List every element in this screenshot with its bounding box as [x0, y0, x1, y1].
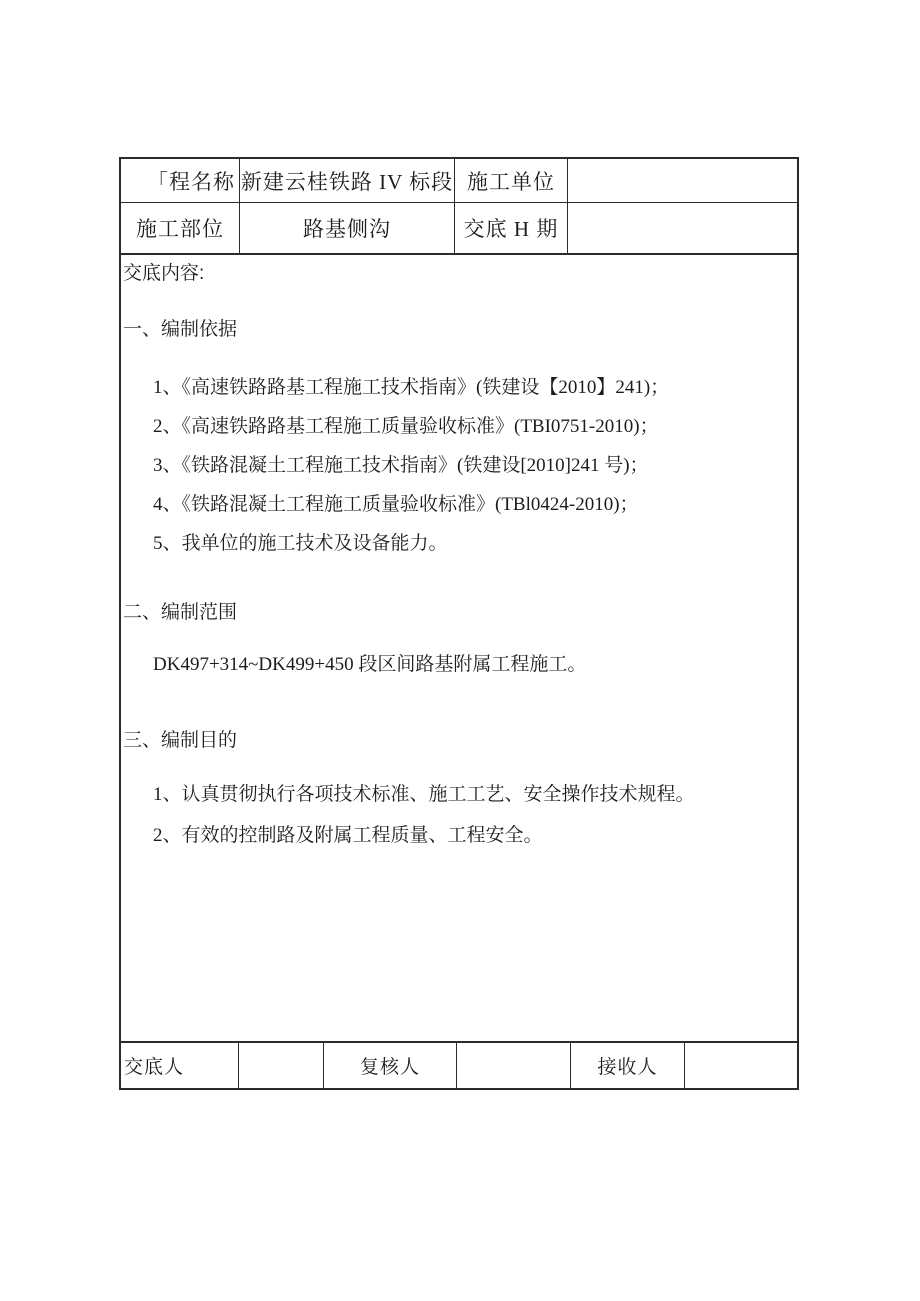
purpose-item-2: 2、有效的控制路及附属工程质量、工程安全。 [153, 825, 543, 846]
purpose-item-1: 1、认真贯彻执行各项技术标准、施工工艺、安全操作技术规程。 [153, 784, 695, 805]
disclosure-date-label: 交底 H 期 [455, 203, 568, 255]
basis-item-1: 1、《高速铁路路基工程施工技术指南》(铁建设【2010】241)； [153, 377, 670, 398]
discloser-value-cell [239, 1043, 324, 1088]
signature-row [121, 1043, 797, 1088]
basis-item-4: 4、《铁路混凝土工程施工质量验收标准》(TBl0424-2010)； [153, 494, 639, 515]
section-heading-purpose: 三、编制目的 [123, 730, 238, 751]
receiver-label: 接收人 [571, 1043, 685, 1088]
project-name-value: 新建云桂铁路 IV 标段 [240, 159, 455, 203]
basis-item-5: 5、我单位的施工技术及设备能力。 [153, 533, 448, 554]
reviewer-value-cell [457, 1043, 571, 1088]
basis-item-2: 2、《高速铁路路基工程施工质量验收标准》(TBI0751-2010)； [153, 416, 659, 437]
construction-unit-value [568, 159, 797, 203]
disclosure-content-cell [121, 255, 797, 1043]
construction-unit-label: 施工单位 [455, 159, 568, 203]
section-heading-basis: 一、编制依据 [123, 319, 238, 340]
reviewer-label: 复核人 [324, 1043, 457, 1088]
construction-part-label: 施工部位 [121, 203, 240, 255]
discloser-label: 交底人 [121, 1043, 239, 1088]
disclosure-date-value [568, 203, 797, 255]
project-name-label: 「程名称 [121, 159, 240, 203]
construction-part-value: 路基侧沟 [240, 203, 455, 255]
receiver-value-cell [685, 1043, 797, 1088]
section-heading-scope: 二、编制范围 [123, 602, 238, 623]
basis-item-3: 3、《铁路混凝土工程施工技术指南》(铁建设[2010]241 号)； [153, 455, 649, 476]
header-table [121, 159, 797, 255]
disclosure-form-table [119, 157, 799, 1090]
disclosure-content-label: 交底内容: [123, 263, 205, 284]
scope-item-1: DK497+314~DK499+450 段区间路基附属工程施工。 [153, 654, 587, 675]
